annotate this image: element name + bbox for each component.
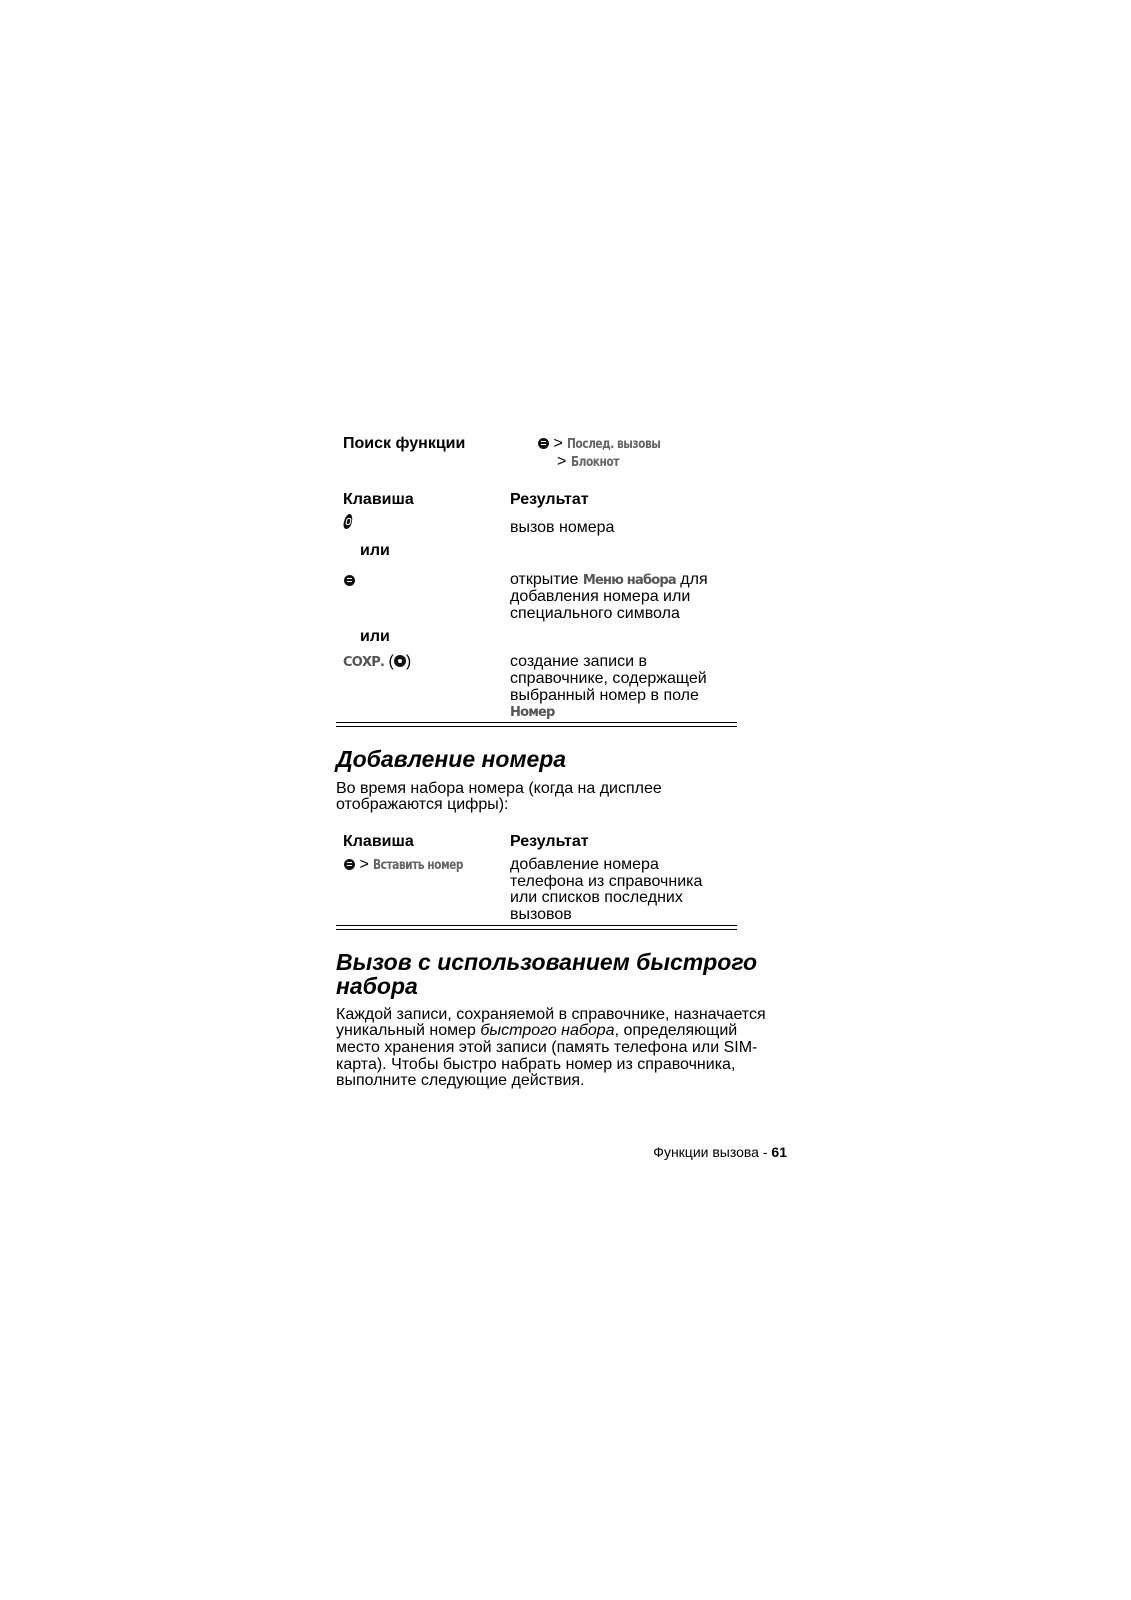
table1-row3-result-line1: создание записи в — [510, 653, 647, 670]
table1-row3-result-line4 — [510, 703, 555, 721]
section2-body-line4: карта). Чтобы быстро набрать номер из справочника, — [336, 1056, 736, 1073]
feature-search-path-2 — [557, 453, 629, 471]
table2-rule-top — [336, 925, 737, 926]
table1-row3-result-line2: справочнике, содержащей — [510, 670, 707, 687]
or-label: или — [360, 628, 390, 645]
table2-row1-key: > Вставить номер — [344, 856, 483, 874]
menu-name-dial-menu: Меню набора — [582, 573, 676, 588]
table1-row3-key: СОХР. ( ) — [343, 653, 412, 670]
field-name-number: Номер — [510, 705, 555, 720]
feature-search-label: Поиск функции — [343, 435, 466, 452]
section1-title: Добавление номера — [336, 746, 567, 772]
table2-header-result: Результат — [510, 833, 589, 850]
menu-key-icon — [344, 572, 355, 590]
page-number: 61 — [771, 1144, 787, 1160]
softkey-save: СОХР. — [343, 655, 385, 670]
feature-search-path-1 — [538, 435, 681, 453]
section2-body-line3: место хранения этой записи (память телефона или SIM- — [336, 1039, 758, 1056]
table1-row2-result-line1: открытие Меню набора для — [510, 571, 708, 588]
or-label: или — [360, 542, 390, 559]
section2-title-line2: набора — [336, 973, 418, 999]
table1-row1-result: вызов номера — [510, 519, 615, 536]
table2-header-key: Клавиша — [343, 833, 414, 850]
menu-item-insert-number: Вставить номер — [373, 858, 464, 873]
table1-row3-result-line3: выбранный номер в поле — [510, 687, 699, 704]
table1-row2-result-line3: специального символа — [510, 605, 680, 622]
term-speed-dial: быстрого набора — [480, 1022, 615, 1039]
table1-header-result: Результат — [510, 491, 589, 508]
table1-row2-result-line2: добавления номера или — [510, 588, 691, 605]
table2-row1-result-line4: вызовов — [510, 906, 572, 923]
menu-item-recent-calls: Послед. вызовы — [567, 437, 661, 452]
table1-rule-bottom — [336, 726, 737, 727]
section2-title-line1: Вызов с использованием быстрого — [336, 949, 758, 975]
table1-header-key: Клавиша — [343, 491, 414, 508]
section2-body-line2: уникальный номер быстрого набора, определяющий — [336, 1022, 738, 1039]
section2-body-line1: Каждой записи, сохраняемой в справочнике, назначается — [336, 1006, 766, 1023]
path-separator: > — [553, 435, 563, 452]
section2-body-line5: выполните следующие действия. — [336, 1072, 585, 1089]
table2-row1-result-line2: телефона из справочника — [510, 873, 703, 890]
menu-item-notepad: Блокнот — [570, 455, 619, 470]
footer-section: Функции вызова — [653, 1144, 759, 1160]
table2-rule-bottom — [336, 929, 737, 930]
menu-key-icon — [538, 438, 549, 449]
send-key-icon — [344, 514, 352, 534]
menu-key-icon — [344, 859, 355, 870]
table2-row1-result-line1: добавление номера — [510, 856, 659, 873]
section1-intro-line2: отображаются цифры): — [336, 796, 509, 813]
page-footer: Функции вызова - 61 — [653, 1144, 787, 1160]
path-separator: > — [557, 453, 567, 470]
section1-intro-line1: Во время набора номера (когда на дисплее — [336, 780, 662, 797]
table2-row1-result-line3: или списков последних — [510, 889, 683, 906]
table1-rule-top — [336, 722, 737, 723]
center-key-icon — [394, 655, 406, 667]
